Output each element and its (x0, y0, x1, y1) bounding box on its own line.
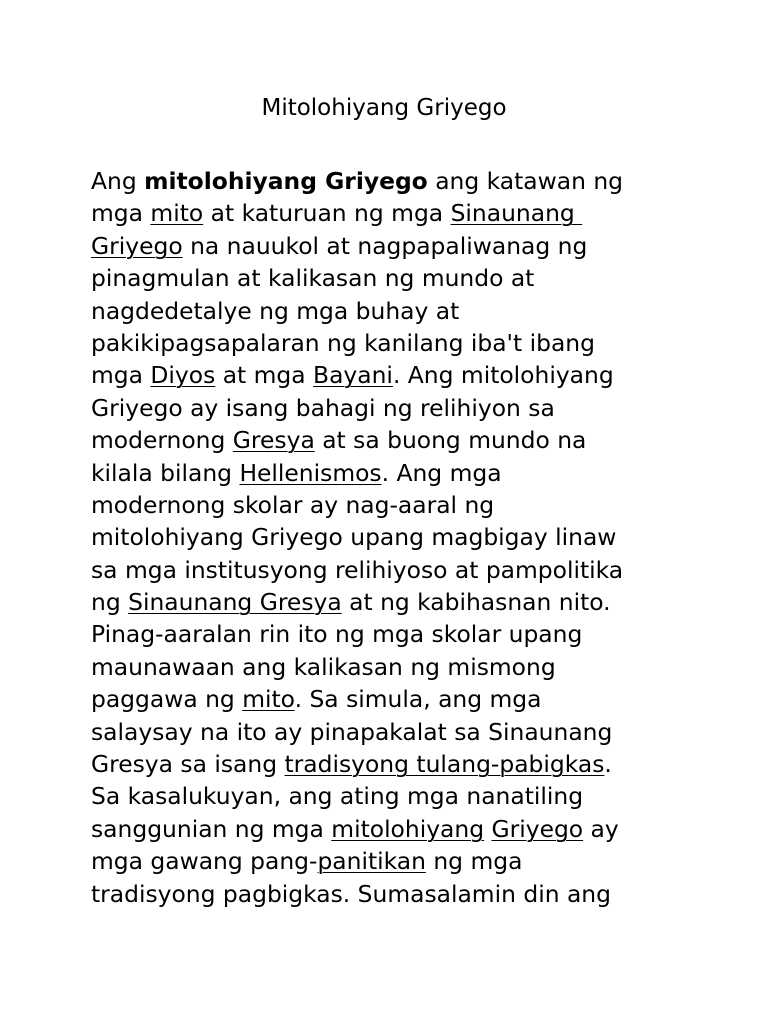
link-text[interactable]: Sinaunang Gresya (128, 588, 342, 617)
link-text[interactable]: tradisyong tulang-pabigkas (284, 750, 605, 779)
paragraph-line (91, 554, 623, 586)
text-segment: mga (91, 199, 151, 228)
paragraph-line (91, 651, 623, 683)
paragraph-line (91, 521, 623, 553)
text-segment: . (604, 750, 612, 779)
text-segment: pakikipagsapalaran ng kanilang iba't ibang (91, 328, 595, 357)
text-segment: ay (583, 814, 619, 843)
text-segment: at katuruan ng mga (203, 199, 451, 228)
link-text[interactable]: mitolohiyang (331, 814, 485, 843)
link-text[interactable]: panitikan (317, 847, 426, 876)
paragraph-line (91, 780, 623, 812)
paragraph-line (91, 683, 623, 715)
paragraph-line (91, 813, 623, 845)
text-segment: mitolohiyang Griyego upang magbigay linaw (91, 523, 617, 552)
link-text[interactable]: Hellenismos (239, 458, 382, 487)
bold-term: mitolohiyang Griyego (144, 167, 428, 195)
text-segment: Sa kasalukuyan, ang ating mga nanatiling (91, 782, 584, 811)
text-segment: ng (91, 588, 129, 617)
text-segment: maunawaan ang kalikasan ng mismong (91, 652, 556, 681)
text-segment: salaysay na ito ay pinapakalat sa Sinaunang (91, 717, 613, 746)
text-segment: tradisyong pagbigkas. Sumasalamin din ang (91, 879, 611, 908)
paragraph-line (91, 230, 623, 262)
text-segment: pinagmulan at kalikasan ng mundo at (91, 264, 535, 293)
paragraph-line (91, 878, 623, 910)
text-segment: . Ang mitolohiyang (392, 361, 614, 390)
text-segment: sa mga institusyong relihiyoso at pampolitika (91, 555, 624, 584)
text-segment: nagdedetalye ng mga buhay at (91, 296, 460, 325)
paragraph-line (91, 748, 623, 780)
paragraph-line (91, 392, 623, 424)
text-segment: . Sa simula, ang mga (294, 685, 542, 714)
text-segment: kilala bilang (91, 458, 240, 487)
text-segment: . Ang mga (381, 458, 502, 487)
text-segment: ang katawan ng (427, 167, 624, 195)
paragraph-line (91, 262, 623, 294)
document-body (91, 165, 623, 910)
paragraph-line (91, 359, 623, 391)
text-segment: mga gawang pang- (91, 847, 318, 876)
link-text[interactable]: Sinaunang (450, 199, 583, 228)
paragraph-line (91, 618, 623, 650)
text-segment: modernong (91, 426, 233, 455)
text-segment: modernong skolar ay nag-aaral ng (91, 490, 495, 519)
paragraph-line (91, 845, 623, 877)
text-segment: at sa buong mundo na (314, 426, 587, 455)
link-text[interactable]: mito (150, 199, 204, 228)
link-text[interactable]: Bayani (313, 361, 393, 390)
text-segment: sanggunian ng mga (91, 814, 332, 843)
link-text[interactable]: Griyego (91, 231, 183, 260)
paragraph-line (91, 165, 623, 197)
link-text[interactable]: mito (242, 685, 295, 714)
text-segment: at mga (215, 361, 314, 390)
paragraph-line (91, 489, 623, 521)
link-text[interactable]: Gresya (232, 426, 315, 455)
text-segment: Pinag-aaralan rin ito ng mga skolar upang (91, 620, 583, 649)
text-segment: at ng kabihasnan nito. (341, 588, 611, 617)
text-segment: ng mga (425, 847, 523, 876)
paragraph-line (91, 586, 623, 618)
text-segment: Ang (91, 167, 145, 195)
text-segment: na nauukol at nagpapaliwanag ng (182, 231, 588, 260)
document-title: Mitolohiyang Griyego (261, 95, 507, 121)
text-segment: mga (91, 361, 151, 390)
link-text[interactable]: Griyego (491, 814, 584, 843)
paragraph-line (91, 295, 623, 327)
link-text[interactable]: Diyos (150, 361, 216, 390)
paragraph-line (91, 457, 623, 489)
text-segment: Gresya sa isang (91, 750, 285, 779)
text-segment: Griyego ay isang bahagi ng relihiyon sa (91, 393, 555, 422)
paragraph-line (91, 424, 623, 456)
paragraph-line (91, 197, 623, 229)
paragraph-line (91, 716, 623, 748)
text-segment: paggawa ng (91, 685, 243, 714)
paragraph-line (91, 327, 623, 359)
